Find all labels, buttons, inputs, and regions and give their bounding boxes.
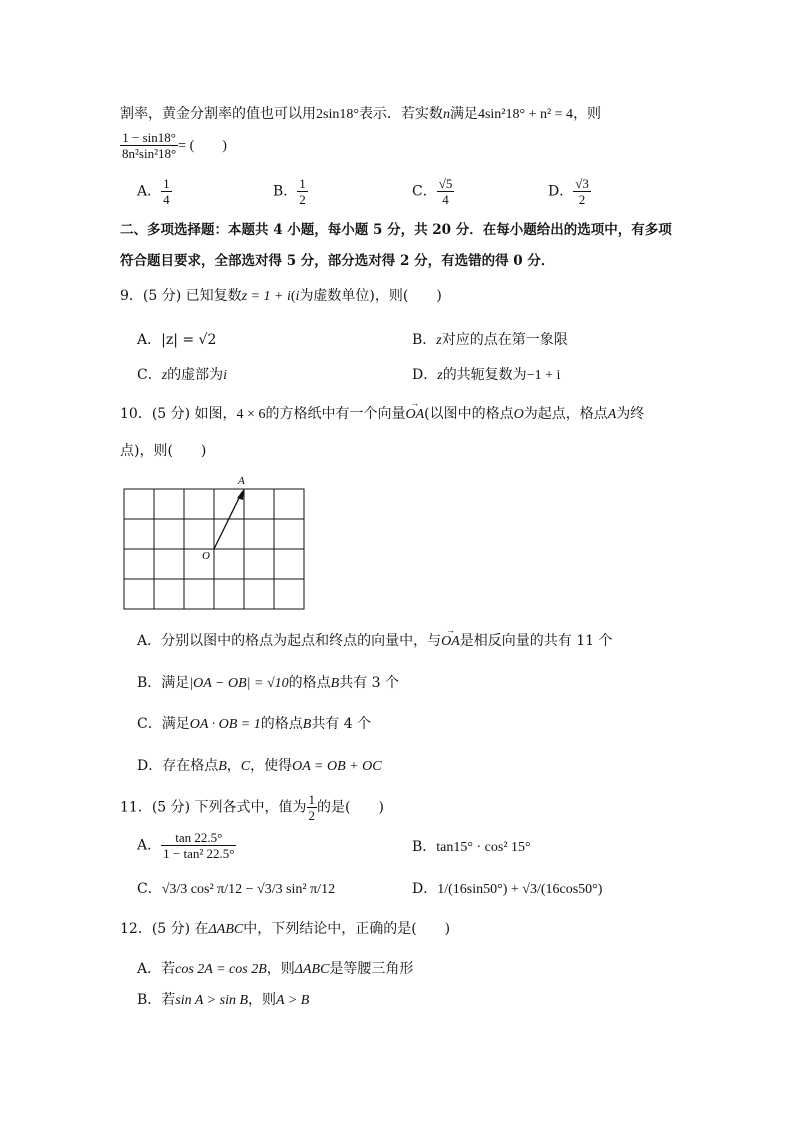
option-fraction [437, 176, 455, 207]
q11-option-d [412, 878, 602, 898]
q8-expr-tail: = ( ) [178, 138, 227, 154]
frac-num: 1 [163, 176, 170, 191]
var-o: O [513, 407, 524, 422]
option-text: 共有 3 个 [339, 675, 400, 691]
q12-math: ΔABC [208, 922, 244, 937]
frac-num: √3 [575, 176, 589, 191]
grid-figure [118, 470, 318, 620]
q8-option-a [137, 176, 172, 207]
q9-option-a: A．|z| = √2 [137, 332, 217, 348]
q12-text: 中，下列结论中，正确的是( ) [243, 921, 451, 937]
section-heading-line1: 二、多项选择题：本题共 4 小题，每小题 5 分，共 20 分．在每小题给出的选项中，有多项 [120, 222, 672, 238]
q8-text: 表示．若实数 [358, 106, 443, 122]
option-math: 1/(16sin50°) + √3/(16cos50°) [437, 882, 603, 897]
label-o: O [202, 550, 210, 562]
q11-text: 的是( ) [317, 799, 384, 816]
option-text: D．存在格点 [137, 758, 219, 774]
option-text: 的格点 [288, 675, 331, 691]
option-label: A． [137, 183, 162, 200]
q9-stem [120, 285, 442, 305]
option-math: −1 + i [526, 368, 561, 383]
option-math: tan15° · cos² 15° [436, 840, 531, 855]
option-text: 对应的点在第一象限 [441, 332, 568, 348]
q10-stem [120, 403, 644, 423]
option-math: OA = OB + OC [292, 759, 382, 774]
option-math: |OA − OB| = √10 [189, 676, 289, 691]
q10-option-a [137, 630, 613, 650]
option-fraction [573, 176, 591, 207]
frac-den: 1 − tan² 22.5° [163, 846, 235, 861]
option-label: D． [412, 367, 438, 383]
option-fraction [161, 830, 236, 861]
q8-expression [120, 130, 227, 161]
q8-fraction [120, 130, 178, 161]
q10-text: 为起点，格点 [523, 406, 608, 422]
q8-option-b [273, 176, 308, 207]
option-math: cos 2A = cos 2B [175, 962, 267, 977]
option-text: ，则 [248, 992, 277, 1008]
option-text: A．若 [137, 961, 176, 977]
option-text: 是相反向量的共有 11 个 [459, 633, 613, 649]
q8-text: 割率，黄金分割率的值也可以用 [120, 106, 316, 122]
q9-option-b [412, 329, 568, 349]
frac-den: 4 [163, 192, 170, 207]
q9-var-i: i [295, 289, 300, 304]
var-z: z [437, 368, 443, 383]
q8-text: ，则 [573, 106, 602, 122]
vector-oa: → OA [441, 634, 460, 650]
option-label: C． [412, 183, 437, 200]
var-b: B [330, 676, 340, 691]
frac-num: 1 [308, 792, 316, 807]
frac-den: 2 [308, 808, 316, 823]
option-label: D． [548, 183, 574, 200]
option-math: √3/3 cos² π/12 − √3/3 sin² π/12 [161, 882, 336, 897]
var-i: i [223, 368, 228, 383]
option-label: A． [137, 837, 162, 854]
option-fraction [297, 176, 308, 207]
q11-option-c [137, 878, 335, 898]
var-a: A [607, 407, 617, 422]
label-a: A [238, 475, 245, 487]
vector-arrow [214, 492, 242, 549]
q8-option-c [412, 176, 454, 207]
frac-den: 2 [299, 192, 306, 207]
option-label: D． [412, 881, 438, 897]
q9-equation: z = 1 + i [241, 289, 291, 304]
q11-fraction [307, 792, 318, 823]
q11-option-b [412, 836, 531, 856]
q10-text: 10．(5 分) 如图， [120, 406, 237, 422]
frac-den: 2 [573, 191, 591, 207]
option-text: 是等腰三角形 [329, 961, 414, 977]
q10-text: (以图中的格点 [424, 406, 514, 422]
q8-fraction-num: 1 − sin18° [122, 130, 176, 145]
q10-text: 为终 [616, 406, 645, 422]
var-c: C [240, 759, 251, 774]
q8-text: 满足 [449, 106, 478, 122]
frac-den: 4 [437, 191, 455, 207]
option-math: OA · OB = 1 [189, 717, 261, 732]
q11-text: 11．(5 分) 下列各式中，值为 [120, 799, 307, 816]
option-text: 共有 4 个 [311, 716, 372, 732]
option-text: ， [226, 758, 241, 774]
option-math: A > B [276, 993, 310, 1008]
section-heading-line2: 符合题目要求，全部选对得 5 分，部分选对得 2 分，有选错的得 0 分． [120, 253, 555, 269]
option-text: B．若 [137, 992, 176, 1008]
var-z: z [161, 368, 168, 383]
option-fraction [161, 176, 172, 207]
q12-option-b [137, 989, 309, 1009]
option-text: 的虚部为 [167, 367, 224, 383]
q8-var-n: n [442, 107, 450, 122]
q10-option-d [137, 755, 382, 775]
option-math: sin A > sin B [175, 993, 249, 1008]
frac-num: 1 [299, 176, 306, 191]
var-b: B [218, 759, 227, 774]
option-text: ，使得 [250, 758, 293, 774]
option-text: B．满足 [137, 675, 190, 691]
q10-option-b [137, 672, 399, 692]
option-label: C． [137, 367, 162, 383]
q10-math: 4 × 6 [236, 407, 266, 422]
option-label: B． [412, 332, 437, 348]
option-text: 的共轭复数为 [442, 367, 527, 383]
q9-paren: ( [290, 289, 296, 304]
q8-math: 2sin18° [316, 107, 359, 122]
option-label: B． [273, 183, 298, 200]
arrowhead-icon [237, 489, 244, 500]
q12-stem [120, 918, 450, 938]
vector-oa: → OA [405, 407, 424, 423]
q8-equation: 4sin²18° + n² = 4 [477, 107, 574, 122]
q9-text: 为虚数单位)，则( ) [299, 288, 442, 304]
option-text: ，则 [266, 961, 295, 977]
frac-num: √5 [438, 176, 453, 191]
frac-num: tan 22.5° [175, 830, 223, 845]
q12-text: 12．(5 分) 在 [120, 921, 209, 937]
q12-option-a [137, 958, 413, 978]
q10-text: 的方格纸中有一个向量 [265, 406, 406, 422]
option-text: C．满足 [137, 716, 190, 732]
q9-option-c [137, 364, 227, 384]
q11-stem [120, 792, 384, 823]
var-b: B [302, 717, 312, 732]
q10-stem-line2: 点)，则( ) [120, 443, 207, 459]
option-text: A．分别以图中的格点为起点和终点的向量中，与 [137, 633, 442, 649]
option-label: C． [137, 881, 162, 897]
option-text: 的格点 [260, 716, 303, 732]
option-math: ΔABC [294, 962, 330, 977]
q8-fraction-den: 8n²sin²18° [122, 146, 177, 161]
q8-option-d [548, 176, 591, 207]
q9-text: 9．(5 分) 已知复数 [120, 288, 242, 304]
q11-option-a [137, 830, 236, 861]
q10-option-c [137, 713, 371, 733]
q8-line1 [120, 103, 601, 123]
q9-option-d [412, 364, 560, 384]
var-z: z [436, 333, 442, 348]
option-label: B． [412, 839, 437, 855]
